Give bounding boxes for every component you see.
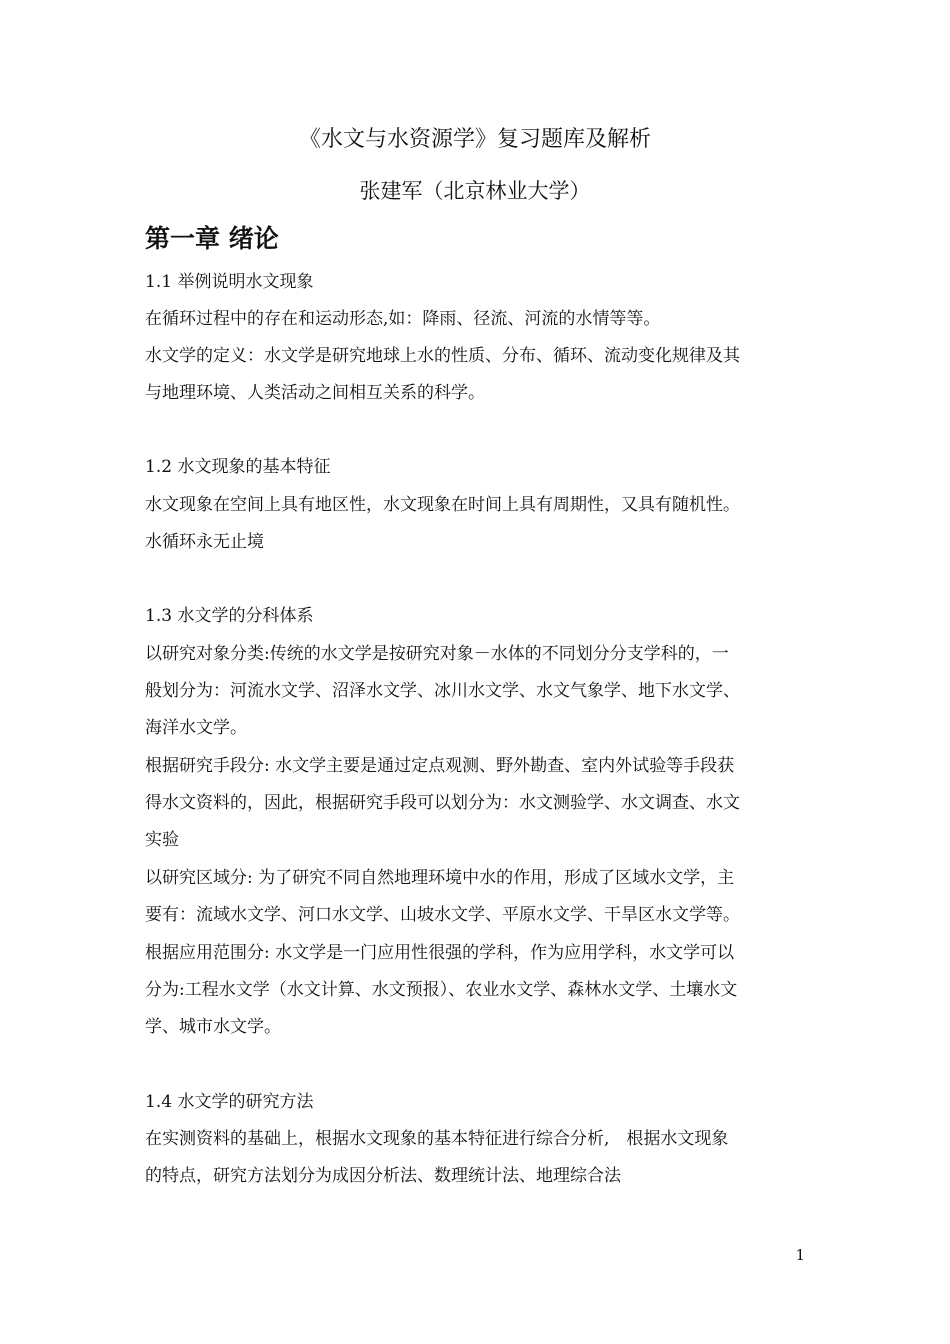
paragraph-line: 要有：流域水文学、河口水文学、山坡水文学、平原水文学、干旱区水文学等。 — [145, 905, 740, 925]
paragraph-line: 水文现象在空间上具有地区性，水文现象在时间上具有周期性，又具有随机性。 — [145, 495, 740, 515]
paragraph-line: 根据研究手段分: 水文学主要是通过定点观测、野外勘查、室内外试验等手段获 — [145, 756, 735, 776]
section-heading-1-3: 1.3 水文学的分科体系 — [145, 606, 314, 626]
section-heading-1-1: 1.1 举例说明水文现象 — [145, 272, 314, 292]
paragraph-line: 以研究对象分类:传统的水文学是按研究对象－水体的不同划分分支学科的，一 — [145, 644, 729, 664]
paragraph-line: 的特点，研究方法划分为成因分析法、数理统计法、地理综合法 — [145, 1166, 621, 1186]
paragraph-line: 以研究区域分: 为了研究不同自然地理环境中水的作用，形成了区域水文学，主 — [145, 868, 735, 888]
section-heading-1-2: 1.2 水文现象的基本特征 — [145, 457, 331, 477]
document-title: 《水文与水资源学》复习题库及解析 — [298, 127, 651, 152]
paragraph-line: 分为:工程水文学（水文计算、水文预报）、农业水文学、森林水文学、土壤水文 — [145, 980, 738, 1000]
paragraph-line: 水循环永无止境 — [145, 532, 264, 552]
page-number: 1 — [795, 1246, 805, 1264]
paragraph-line: 在循环过程中的存在和运动形态,如：降雨、径流、河流的水情等等。 — [145, 309, 661, 329]
paragraph-line: 根据应用范围分: 水文学是一门应用性很强的学科，作为应用学科，水文学可以 — [145, 943, 735, 963]
paragraph-line: 与地理环境、人类活动之间相互关系的科学。 — [145, 383, 485, 403]
paragraph-line: 学、城市水文学。 — [145, 1017, 281, 1037]
chapter-heading: 第一章 绪论 — [145, 224, 279, 253]
document-author: 张建军（北京林业大学） — [359, 179, 591, 203]
paragraph-line: 得水文资料的，因此，根据研究手段可以划分为：水文测验学、水文调查、水文 — [145, 793, 740, 813]
paragraph-line: 实验 — [145, 830, 179, 850]
paragraph-line: 水文学的定义：水文学是研究地球上水的性质、分布、循环、流动变化规律及其 — [145, 346, 740, 366]
paragraph-line: 在实测资料的基础上，根据水文现象的基本特征进行综合分析, 根据水文现象 — [145, 1129, 729, 1149]
paragraph-line: 般划分为：河流水文学、沼泽水文学、冰川水文学、水文气象学、地下水文学、 — [145, 681, 740, 701]
paragraph-line: 海洋水文学。 — [145, 718, 247, 738]
section-heading-1-4: 1.4 水文学的研究方法 — [145, 1092, 314, 1112]
